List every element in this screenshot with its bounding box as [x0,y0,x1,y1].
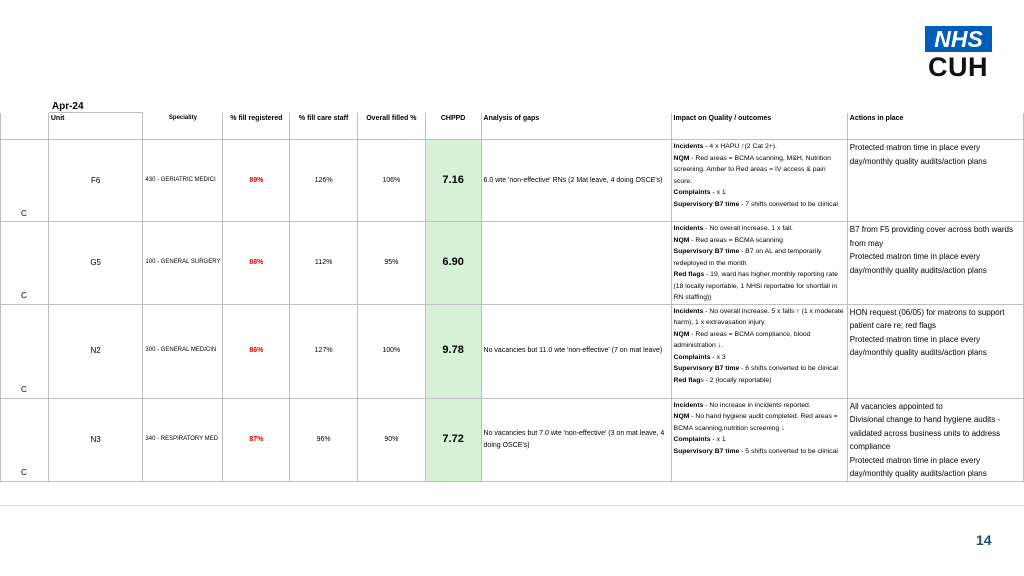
action-line: Protected matron time in place every day/monthly quality audits/action plans [849,455,987,478]
ward-cell: N2 [48,304,143,398]
impact-item [674,141,845,153]
analysis-cell [481,222,671,305]
table-row [1,222,1024,305]
header-actions: Actions in place [847,113,1023,140]
impact-item-text: - Red areas = BCMA compliance, blood administration ↓. [673,330,811,349]
header-chppd: CHPPD [425,113,481,140]
impact-item-label: Incidents [673,307,704,315]
analysis-cell: 6.0 wte 'non-effective' RNs (2 Mat leave, 4 doing OSCE's) [481,140,671,222]
group-cell: C [1,398,49,481]
impact-item-text: - No overall increase. 5 x falls ↑ (1 x moderate harm), 1 x extravasation injury. [673,307,844,326]
fill-registered-cell: 87% [223,398,290,481]
impact-item [674,269,845,304]
overall-filled-cell: 106% [357,140,425,222]
nhs-logo-text: NHS [925,26,992,52]
impact-item-label: Supervisory B7 time [673,248,740,255]
impact-item-text: - x 1 [710,189,726,196]
fill-care-staff-cell: 126% [290,140,358,222]
impact-item [674,223,845,235]
impact-item-label: Complaints [673,189,711,196]
impact-item-text: - x 3 [710,353,726,361]
impact-cell [671,222,847,305]
impact-item [674,363,845,375]
impact-item-label: NQM [673,413,690,420]
actions-cell [847,140,1023,222]
impact-item-text: - 4 x HAPU ↑(2 Cat 2+). [703,143,777,150]
impact-item [674,446,845,458]
overall-filled-cell: 90% [357,398,425,481]
group-cell: C [1,304,49,398]
impact-item-label: NQM [673,154,690,162]
group-cell: C [1,222,49,305]
cuh-logo-text: CUH [928,52,988,82]
impact-cell [671,398,847,481]
impact-item-text: - 6 shifts converted to be clinical [739,365,838,372]
impact-item-label: Complaints [673,436,711,443]
header-fill-registered: % fill registered [223,113,290,140]
actions-cell [847,398,1023,481]
actions-cell [847,304,1023,398]
header-overall-filled: Overall filled % [357,113,425,140]
nhs-cuh-logo [925,26,995,82]
impact-item-label: NQM [673,330,690,338]
impact-item [674,187,845,199]
action-line: Protected matron time in place every day/monthly quality audits/action plans [849,143,987,166]
speciality-cell: 100 - GENERAL SURGERY [143,222,223,305]
staffing-report-table [0,96,1024,482]
analysis-cell: No vacancies but 11.0 wte 'non-effective' (7 on mat leave) [481,304,671,398]
fill-registered-cell: 86% [223,304,290,398]
impact-item [674,235,845,247]
fill-registered-cell: 89% [223,140,290,222]
header-row [1,113,1024,140]
fill-care-staff-cell: 96% [290,398,358,481]
page-number: 14 [976,532,992,548]
impact-item-text: s - 2 (locally reportable) [700,376,772,384]
impact-item-text: - Red areas = BCMA scanning, M&H, Nutrition screening. Amber to Red areas = IV access & pain score. [673,154,831,185]
impact-item [674,411,845,434]
footer-divider [0,505,1024,506]
impact-item-text: - No hand hygiene audit completed. Red areas = BCMA scanning,nutrition screening ↓ [673,413,838,432]
actions-cell [847,222,1023,305]
header-impact: Impact on Quality / outcomes [671,113,847,140]
chppd-cell: 7.72 [425,398,481,481]
header-fill-care-staff: % fill care staff [290,113,358,140]
impact-item-label: NQM [673,236,690,244]
period-row [1,97,1024,113]
table-row [1,304,1024,398]
fill-registered-cell: 88% [223,222,290,305]
impact-item-text: - 5 shifts converted to be clinical [739,447,838,455]
impact-item [674,400,845,412]
impact-item-label: Incidents [673,225,704,232]
action-line: HON request (06/05) for matrons to support patient care re; red flags [849,307,1005,330]
table-row [1,140,1024,222]
chppd-cell: 9.78 [425,304,481,398]
impact-item [674,153,845,188]
impact-item-text: - x 1 [710,436,726,443]
impact-item-label: Incidents [673,401,704,409]
impact-item [674,306,845,329]
impact-item [674,434,845,446]
fill-care-staff-cell: 112% [290,222,358,305]
impact-item-label: Red flag [673,376,701,384]
action-line: All vacancies appointed to [849,401,943,411]
chppd-cell: 6.90 [425,222,481,305]
impact-cell [671,304,847,398]
table-row [1,398,1024,481]
ward-cell: G5 [48,222,143,305]
header-speciality: Speciality [143,113,223,140]
action-line: Protected matron time in place every day/monthly quality audits/action plans [849,252,987,275]
impact-item [674,246,845,269]
impact-item-label: Incidents [673,143,704,150]
impact-item-text: - No increase in incidents reported. [703,401,811,409]
impact-item-text: - B7 on AL and temporarily redeployed in the month [673,248,822,267]
action-line: Protected matron time in place every day/monthly quality audits/action plans [849,334,987,357]
speciality-cell: 430 - GERIATRIC MEDICI [143,140,223,222]
impact-item-text: - 7 shifts converted to be clinical [739,200,838,208]
impact-item-label: Red flags [673,271,705,278]
speciality-cell: 340 - RESPIRATORY MED [143,398,223,481]
overall-filled-cell: 100% [357,304,425,398]
fill-care-staff-cell: 127% [290,304,358,398]
header-analysis-of-gaps: Analysis of gaps [481,113,671,140]
impact-item-text: - Red areas = BCMA scanning [689,236,783,244]
impact-cell [671,140,847,222]
impact-item-label: Complaints [673,353,711,361]
group-cell: C [1,140,49,222]
impact-item [674,329,845,352]
speciality-cell: 300 - GENERAL MEDICIN [143,304,223,398]
impact-item [674,199,845,211]
impact-item-text: - No overall increase. 1 x fall. [703,225,793,232]
action-line: Divisional change to hand hygiene audits - validated across business units to address compliance [849,415,1001,451]
impact-item-label: Supervisory B7 time [673,447,740,455]
chppd-cell: 7.16 [425,140,481,222]
impact-item [674,352,845,364]
impact-item-text: - 19, ward has higher monthly reporting rate (18 locally reportable, 1 NHSi reportable for shortfall in RN staffing)) [673,271,838,301]
analysis-cell: No vacancies but 7.0 wte 'non-effective' (3 on mat leave, 4 doing OSCE's) [481,398,671,481]
period-label: Apr-24 [48,97,143,113]
ward-cell: F6 [48,140,143,222]
impact-item-label: Supervisory B7 time [673,365,740,372]
header-unit: Unit [48,113,143,140]
overall-filled-cell: 95% [357,222,425,305]
action-line: B7 from F5 providing cover across both wards from may [849,225,1013,248]
ward-cell: N3 [48,398,143,481]
impact-item-label: Supervisory B7 time [673,200,740,208]
impact-item [674,375,845,387]
